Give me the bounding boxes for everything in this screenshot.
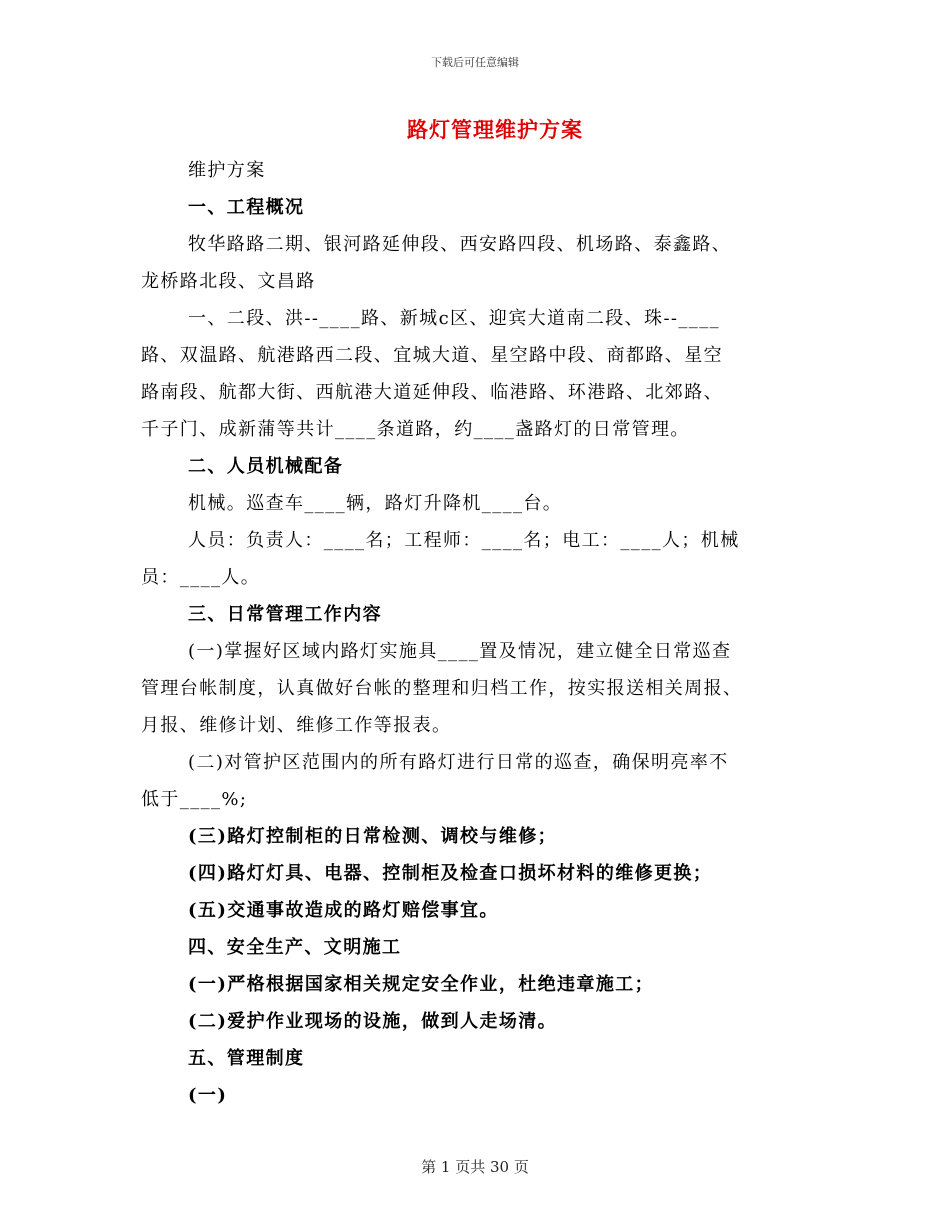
- paragraph-line: 一、二段、洪--____路、新城c区、迎宾大道南二段、珠--____: [188, 308, 721, 329]
- document-title: 路灯管理维护方案: [407, 117, 583, 142]
- paragraph-line: 人员：负责人：____名；工程师：____名；电工：____人；机械: [188, 530, 740, 551]
- paragraph-line: (二)对管护区范围内的所有路灯进行日常的巡查，确保明亮率不: [188, 752, 729, 773]
- section-heading-line: (四)路灯灯具、电器、控制柜及检查口损坏材料的维修更换；: [188, 863, 713, 884]
- paragraph-line: 牧华路路二期、银河路延伸段、西安路四段、机场路、泰鑫路、: [188, 234, 732, 255]
- section-heading-line: 二、人员机械配备: [188, 456, 344, 477]
- paragraph-line: 路南段、航都大街、西航港大道延伸段、临港路、环港路、北郊路、: [141, 382, 723, 403]
- section-heading-line: (五)交通事故造成的路灯赔偿事宜。: [188, 900, 499, 921]
- paragraph-line: 月报、维修计划、维修工作等报表。: [141, 715, 452, 736]
- paragraph-line: (一)掌握好区域内路灯实施具____置及情况，建立健全日常巡查: [188, 641, 732, 662]
- paragraph-line: 千子门、成新蒲等共计____条道路，约____盏路灯的日常管理。: [141, 419, 690, 440]
- section-heading-line: 四、安全生产、文明施工: [188, 937, 402, 958]
- paragraph-line: 龙桥路北段、文昌路: [141, 271, 316, 292]
- section-heading-line: 三、日常管理工作内容: [188, 604, 382, 625]
- section-heading-line: (一)严格根据国家相关规定安全作业，杜绝违章施工；: [188, 974, 655, 995]
- section-heading-line: (二)爱护作业现场的设施，做到人走场清。: [188, 1011, 558, 1032]
- section-heading-line: 五、管理制度: [188, 1048, 305, 1069]
- paragraph-line: 机械。巡查车____辆，路灯升降机____台。: [188, 493, 563, 514]
- paragraph-line: 路、双温路、航港路西二段、宜城大道、星空路中段、商都路、星空: [141, 345, 723, 366]
- document-body: [141, 152, 806, 1114]
- section-heading-line: (三)路灯控制柜的日常检测、调校与维修；: [188, 826, 558, 847]
- header-note: 下载后可任意编辑: [431, 56, 519, 69]
- paragraph-line: 员：____人。: [141, 567, 261, 588]
- section-heading-line: (一): [188, 1085, 228, 1106]
- paragraph-line: 管理台帐制度，认真做好台帐的整理和归档工作，按实报送相关周报、: [141, 678, 743, 699]
- paragraph-line: 低于____%;: [141, 789, 248, 810]
- page-footer: 第 1 页共 30 页: [421, 1158, 529, 1176]
- section-heading-line: 一、工程概况: [188, 197, 305, 218]
- paragraph-line: 维护方案: [188, 160, 266, 181]
